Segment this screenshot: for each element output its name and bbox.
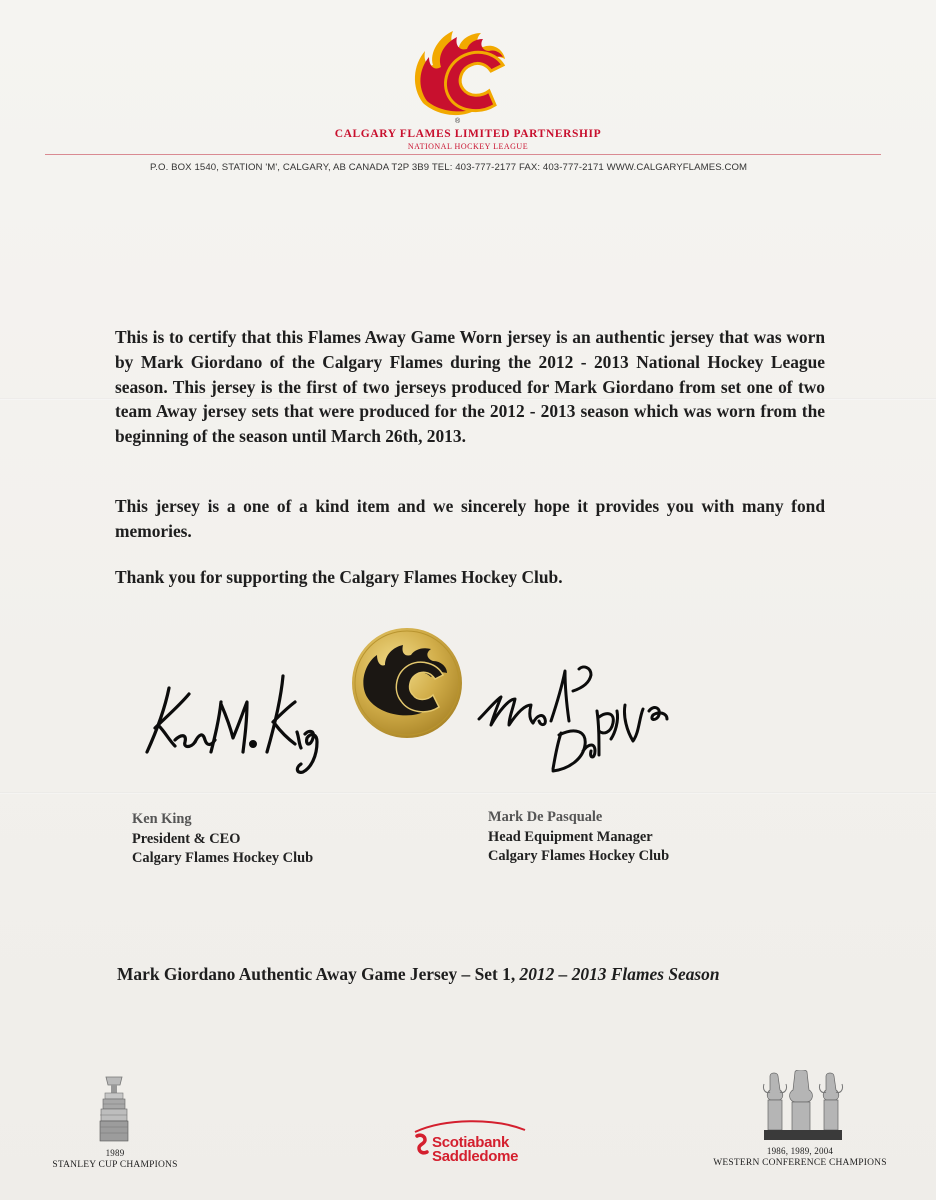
sponsor-name-line2: Saddledome: [432, 1148, 519, 1165]
item-description: [117, 962, 837, 987]
western-conference-years: 1986, 1989, 2004: [766, 1146, 834, 1156]
svg-text:®: ®: [455, 118, 461, 125]
stanley-cup-year: 1989: [105, 1148, 125, 1158]
letterhead-rule: [45, 154, 881, 155]
certification-paragraph: This is to certify that this Flames Away Game Worn jersey is an authentic jersey that was worn by Mark Giordano of the Calgary Flames during the 2012 - 2013 National Hockey League season. This jersey is the first of two jerseys produced for Mark Giordano from set one of two team Away jersey sets that were produced for the 2012 - 2013 season which was worn from the beginning of the season until March 26th, 2013.: [115, 327, 825, 447]
paper-fold: [0, 792, 936, 794]
organization-name: CALGARY FLAMES LIMITED PARTNERSHIP: [334, 128, 602, 140]
flames-logo-icon: [405, 25, 519, 125]
signatory-left: [132, 810, 313, 869]
mark-de-pasquale-signature: [475, 655, 675, 785]
gold-seal-icon: [351, 627, 463, 739]
contact-address: P.O. BOX 1540, STATION 'M', CALGARY, AB CANADA T2P 3B9 TEL: 403-777-2177 FAX: 403-777-2171 WWW.CALGARYFLAMES.COM: [150, 162, 748, 173]
signatory-organization: Calgary Flames Hockey Club: [132, 850, 314, 866]
western-conference-label: WESTERN CONFERENCE CHAMPIONS: [713, 1158, 887, 1168]
memories-paragraph: This jersey is a one of a kind item and we sincerely hope it provides you with many fond memories.: [115, 496, 825, 541]
ken-king-signature: [135, 668, 335, 783]
signatory-title: Head Equipment Manager: [488, 828, 653, 845]
item-description-plain: Mark Giordano Authentic Away Game Jersey – Set 1,: [117, 964, 520, 984]
signatory-name: Ken King: [132, 811, 192, 827]
stanley-cup-icon: [96, 1075, 132, 1143]
thank-you-paragraph: Thank you for supporting the Calgary Flames Hockey Club.: [115, 567, 563, 587]
signatory-organization: Calgary Flames Hockey Club: [488, 848, 670, 864]
league-name: NATIONAL HOCKEY LEAGUE: [407, 142, 529, 151]
signatory-name: Mark De Pasquale: [488, 809, 603, 825]
stanley-cup-label: STANLEY CUP CHAMPIONS: [52, 1160, 178, 1170]
sponsor-name-line1: Scotiabank: [432, 1134, 510, 1151]
western-conference-trophies-icon: [762, 1070, 844, 1142]
signatory-right: [488, 808, 669, 867]
signatory-title: President & CEO: [132, 830, 241, 847]
item-description-italic: 2012 – 2013 Flames Season: [519, 964, 720, 984]
